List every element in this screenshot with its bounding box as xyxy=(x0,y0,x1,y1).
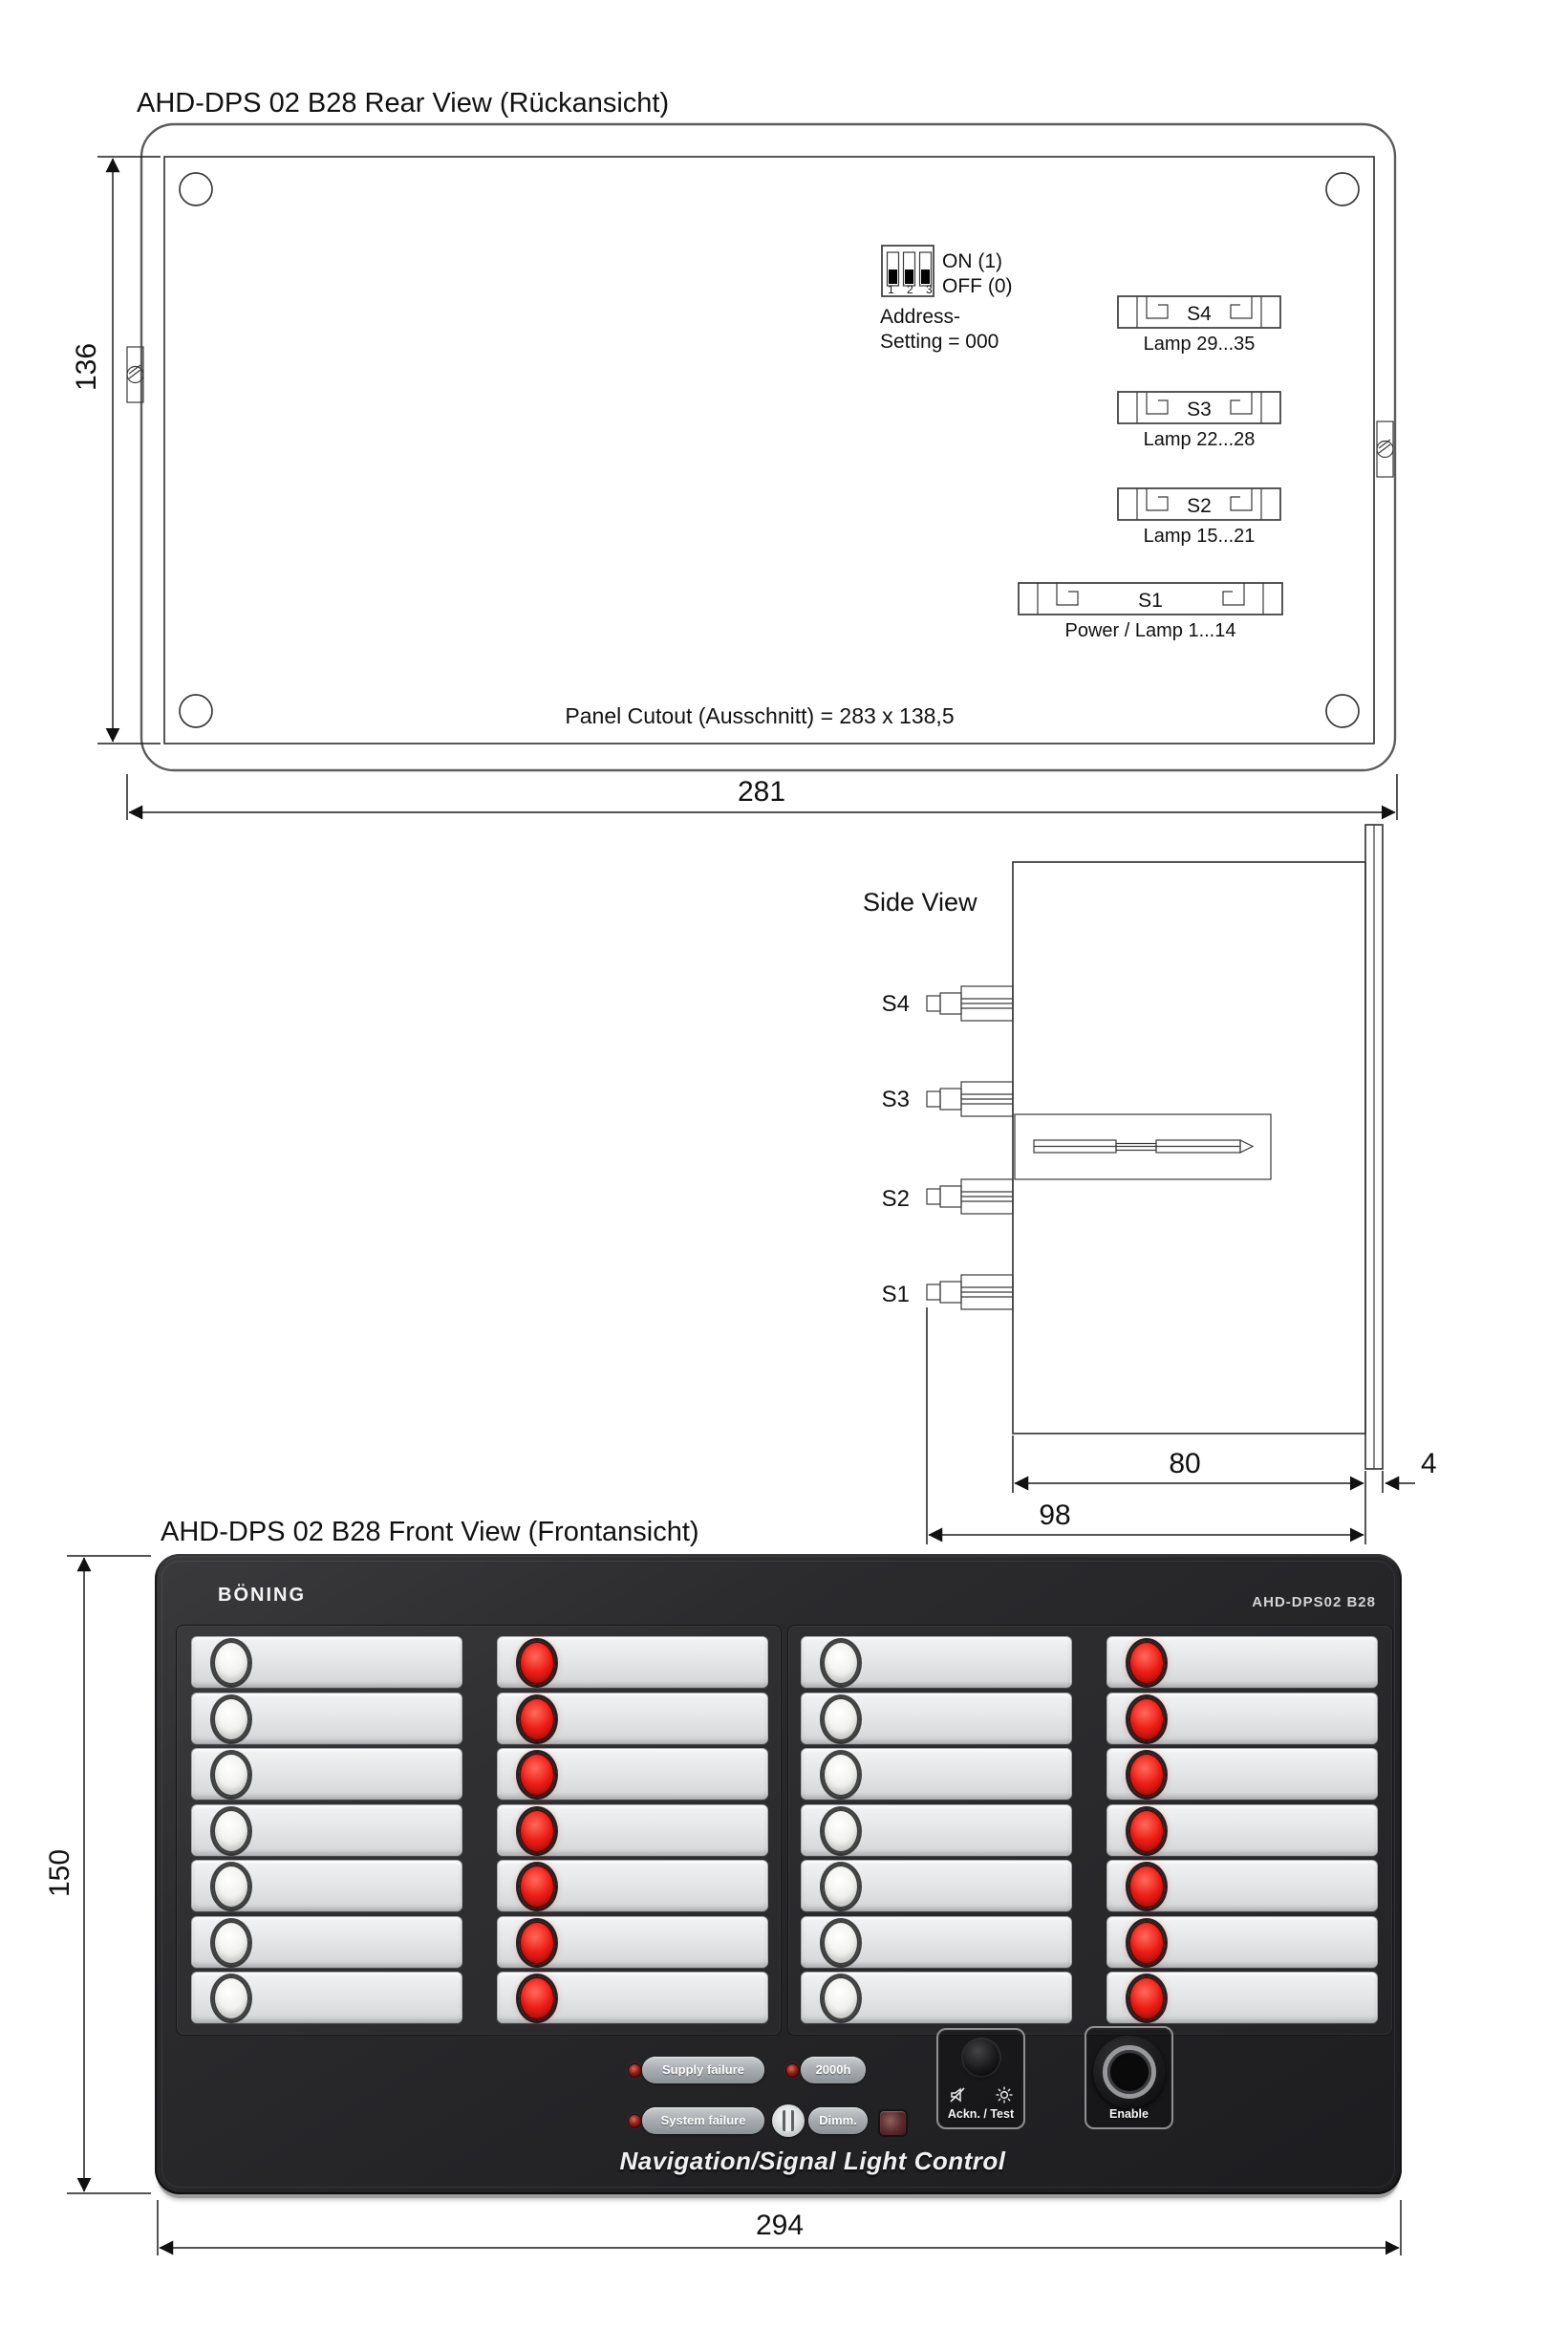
lamp-button-c3-r1[interactable] xyxy=(801,1636,1072,1688)
screw-hole xyxy=(180,173,212,205)
dimension-4 xyxy=(1383,1448,1437,1493)
mounting-clamp-right xyxy=(1377,421,1393,477)
mute-alarm-icon xyxy=(948,2085,967,2104)
indicator-red xyxy=(1128,1809,1165,1853)
dimension-294 xyxy=(158,2200,1401,2255)
side-connector-s3 xyxy=(927,1082,1013,1116)
lamp-button-c4-r3[interactable] xyxy=(1106,1748,1378,1800)
lamp-button-c4-r4[interactable] xyxy=(1106,1804,1378,1856)
dimension-98 xyxy=(927,1307,1365,1544)
dim-height-value: 136 xyxy=(71,342,102,392)
ackn-test-group xyxy=(936,2028,1025,2129)
indicator-red xyxy=(519,1921,555,1965)
lamp-button-c3-r3[interactable] xyxy=(801,1748,1072,1800)
lamp-button-c1-r3[interactable] xyxy=(191,1748,462,1800)
indicator-off xyxy=(823,1976,859,2020)
indicator-red xyxy=(519,1753,555,1797)
indicator-off xyxy=(823,1809,859,1853)
dip-switch-handle-1[interactable] xyxy=(889,270,897,284)
dimension-136 xyxy=(71,157,161,744)
lamp-button-c2-r3[interactable] xyxy=(497,1748,768,1800)
indicator-red xyxy=(519,1809,555,1853)
indicator-off xyxy=(213,1976,249,2020)
indicator-red xyxy=(519,1976,555,2020)
address-label-2: Setting = 000 xyxy=(880,331,999,353)
indicator-red xyxy=(519,1641,555,1685)
dimension-150 xyxy=(44,1556,151,2193)
front-panel xyxy=(155,1554,1402,2194)
system-failure-led xyxy=(628,2114,642,2128)
lamp-button-c1-r6[interactable] xyxy=(191,1916,462,1968)
hours-label: 2000h xyxy=(801,2057,866,2083)
front-view-title: AHD-DPS 02 B28 Front View (Frontansicht) xyxy=(161,1517,699,1547)
side-connector-s2 xyxy=(927,1179,1013,1214)
dip-switch-handle-3[interactable] xyxy=(921,270,930,284)
lamp-button-c3-r4[interactable] xyxy=(801,1804,1072,1856)
connector-s3[interactable] xyxy=(1118,392,1280,450)
dim-flange-value: 4 xyxy=(1421,1448,1437,1479)
lamp-button-c2-r7[interactable] xyxy=(497,1972,768,2023)
lamp-button-c3-r6[interactable] xyxy=(801,1916,1072,1968)
dimension-281 xyxy=(127,774,1397,820)
dip-on-label: ON (1) xyxy=(942,250,1002,272)
cutout-note: Panel Cutout (Ausschnitt) = 283 x 138,5 xyxy=(565,703,955,728)
side-latch-plate xyxy=(1015,1114,1271,1179)
dimmer-wheel[interactable] xyxy=(772,2104,805,2137)
indicator-off xyxy=(213,1809,249,1853)
lamp-button-c4-r5[interactable] xyxy=(1106,1860,1378,1911)
connector-label: Lamp 29...35 xyxy=(1143,334,1256,355)
indicator-off xyxy=(823,1921,859,1965)
indicator-red xyxy=(1128,1641,1165,1685)
hours-led xyxy=(785,2063,800,2078)
side-view-title: Side View xyxy=(863,888,977,917)
enable-keyswitch[interactable] xyxy=(1093,2036,1166,2108)
indicator-off xyxy=(213,1753,249,1797)
dim-total-depth-value: 98 xyxy=(1039,1499,1071,1531)
lamp-test-sun-icon xyxy=(995,2085,1014,2104)
side-label-s4: S4 xyxy=(881,991,910,1017)
supply-failure-led xyxy=(628,2063,642,2078)
connector-id: S2 xyxy=(1187,495,1212,517)
lamp-button-c1-r1[interactable] xyxy=(191,1636,462,1688)
light-sensor xyxy=(878,2109,908,2137)
lamp-button-c4-r6[interactable] xyxy=(1106,1916,1378,1968)
lamp-button-c2-r2[interactable] xyxy=(497,1693,768,1744)
dip-off-label: OFF (0) xyxy=(942,275,1013,297)
indicator-red xyxy=(1128,1697,1165,1741)
indicator-off xyxy=(213,1697,249,1741)
lamp-button-c4-r7[interactable] xyxy=(1106,1972,1378,2023)
indicator-off xyxy=(823,1641,859,1685)
indicator-off xyxy=(823,1697,859,1741)
address-label-1: Address- xyxy=(880,306,961,328)
rear-view-title: AHD-DPS 02 B28 Rear View (Rückansicht) xyxy=(137,88,670,119)
indicator-off xyxy=(823,1753,859,1797)
connector-s1[interactable] xyxy=(1019,583,1282,641)
dip-digits: 1 2 3 xyxy=(888,283,937,296)
lamp-button-c2-r6[interactable] xyxy=(497,1916,768,1968)
connector-s4[interactable] xyxy=(1118,296,1280,355)
connector-label: Lamp 22...28 xyxy=(1143,429,1256,450)
indicator-red xyxy=(519,1697,555,1741)
lamp-button-c1-r7[interactable] xyxy=(191,1972,462,2023)
button-grid xyxy=(155,1554,1402,2194)
ackn-test-button[interactable] xyxy=(963,2039,999,2076)
lamp-button-c2-r5[interactable] xyxy=(497,1860,768,1911)
side-connector-s4 xyxy=(927,986,1013,1021)
indicator-red xyxy=(1128,1921,1165,1965)
front-dim-height-value: 150 xyxy=(44,1848,75,1898)
connector-label: Power / Lamp 1...14 xyxy=(1064,620,1236,641)
lamp-button-c3-r5[interactable] xyxy=(801,1860,1072,1911)
rear-inner-body xyxy=(164,157,1374,744)
indicator-red xyxy=(1128,1976,1165,2020)
connector-id: S1 xyxy=(1138,590,1163,612)
side-label-s3: S3 xyxy=(881,1087,910,1112)
ackn-test-label: Ackn. / Test xyxy=(947,2107,1015,2121)
indicator-off xyxy=(213,1865,249,1909)
lamp-button-c3-r7[interactable] xyxy=(801,1972,1072,2023)
side-label-s2: S2 xyxy=(881,1186,910,1212)
screw-hole xyxy=(1326,695,1359,727)
connector-id: S3 xyxy=(1187,399,1212,421)
enable-keyswitch-ring xyxy=(1103,2045,1156,2099)
lamp-button-c2-r1[interactable] xyxy=(497,1636,768,1688)
lamp-button-c1-r2[interactable] xyxy=(191,1693,462,1744)
dip-switch[interactable] xyxy=(882,246,937,296)
brand-logo: BÖNING xyxy=(218,1585,306,1606)
screw-hole xyxy=(1326,173,1359,205)
enable-label: Enable xyxy=(1109,2107,1149,2121)
indicator-off xyxy=(213,1921,249,1965)
indicator-off xyxy=(213,1641,249,1685)
screw-hole xyxy=(180,695,212,727)
connector-s2[interactable] xyxy=(1118,488,1280,547)
lamp-button-c4-r2[interactable] xyxy=(1106,1693,1378,1744)
system-failure-label: System failure xyxy=(642,2107,764,2134)
dimmer-wheel-ridges xyxy=(783,2110,794,2131)
indicator-red xyxy=(519,1865,555,1909)
side-view xyxy=(863,825,1437,1544)
side-label-s1: S1 xyxy=(881,1282,910,1307)
supply-failure-label: Supply failure xyxy=(642,2057,764,2083)
side-body xyxy=(1013,862,1365,1434)
indicator-off xyxy=(823,1865,859,1909)
lamp-button-c4-r1[interactable] xyxy=(1106,1636,1378,1688)
connector-id: S4 xyxy=(1187,303,1212,325)
connector-label: Lamp 15...21 xyxy=(1143,526,1256,547)
model-label: AHD-DPS02 B28 xyxy=(1252,1594,1376,1610)
dim-body-depth-value: 80 xyxy=(1169,1448,1201,1479)
indicator-red xyxy=(1128,1753,1165,1797)
rear-view xyxy=(71,88,1397,820)
dimmer-label: Dimm. xyxy=(808,2107,868,2134)
product-footer: Navigation/Signal Light Control xyxy=(619,2147,1006,2175)
side-connector-s1 xyxy=(927,1275,1013,1309)
lamp-button-c1-r5[interactable] xyxy=(191,1860,462,1911)
front-dim-width-value: 294 xyxy=(755,2210,805,2241)
dip-switch-handle-2[interactable] xyxy=(905,270,913,284)
lamp-button-c1-r4[interactable] xyxy=(191,1804,462,1856)
lamp-button-c3-r2[interactable] xyxy=(801,1693,1072,1744)
lamp-button-c2-r4[interactable] xyxy=(497,1804,768,1856)
dimension-80 xyxy=(1013,1435,1364,1493)
indicator-red xyxy=(1128,1865,1165,1909)
dim-width-value: 281 xyxy=(737,776,786,808)
enable-group xyxy=(1085,2026,1173,2129)
